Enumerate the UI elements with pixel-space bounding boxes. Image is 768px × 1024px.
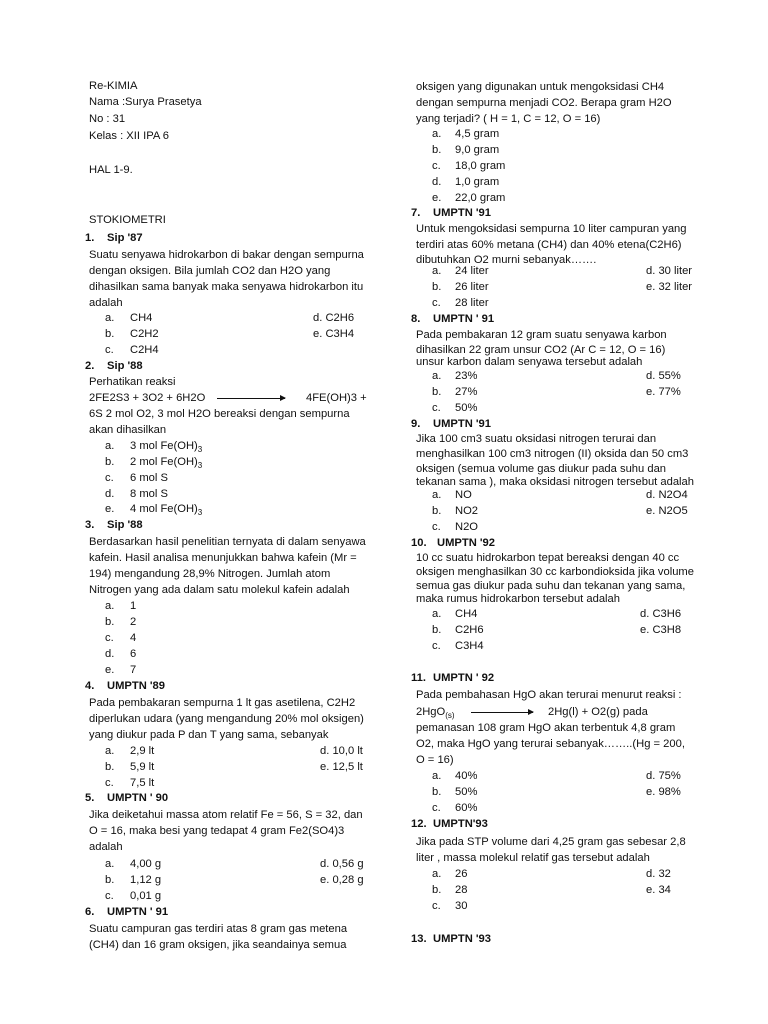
option-e: e. 77% [646,386,681,398]
question-text: 6S 2 mol O2, 3 mol H2O bereaksi dengan sempurna [89,408,350,420]
option-c: 4 [130,632,137,644]
question-text: menghasilkan 100 cm3 nitrogen (II) oksida dan 50 cm3 [416,448,689,460]
option-b: 2 [130,616,137,628]
question-text: terdiri atas 60% metana (CH4) dan 40% etena(C2H6) [416,239,682,251]
header-name: Nama :Surya Prasetya [89,96,202,108]
option-b: NO2 [455,505,479,517]
option-a: CH4 [455,608,478,620]
question-text: dibutuhkan O2 murni sebanyak……. [416,254,597,266]
option-c: 50% [455,402,478,414]
question-text: O2, maka HgO yang terurai sebanyak……..(Hg = 200, [416,738,685,750]
question-title: Sip '88 [107,519,143,531]
option-d: d. 55% [646,370,681,382]
option-a: 23% [455,370,478,382]
option-e: e. 0,28 g [320,874,364,886]
option-d: 8 mol S [130,488,168,500]
option-a: NO [455,489,472,501]
option-letter: b. [432,624,442,636]
question-text: adalah [89,297,123,309]
option-a: 4,5 gram [455,128,500,140]
option-letter: b. [105,456,115,468]
question-text: Suatu campuran gas terdiri atas 8 gram gas metena [89,923,348,935]
option-d: d. 0,56 g [320,858,364,870]
question-text: 10 cc suatu hidrokarbon tepat bereaksi dengan 40 cc [416,552,680,564]
option-letter: a. [432,489,442,501]
option-letter: b. [105,616,115,628]
reaction-arrow-icon [471,712,533,713]
option-c: 28 liter [455,297,489,309]
question-title: UMPTN ' 90 [107,792,169,804]
option-letter: c. [432,402,441,414]
question-number: 5. [85,792,95,804]
option-letter: a. [105,600,115,612]
option-d: d. 30 liter [646,265,693,277]
question-text: unsur karbon dalam senyawa tersebut adalah [416,356,643,368]
option-letter: b. [105,761,115,773]
question-title: UMPTN '92 [437,537,495,549]
question-text: Berdasarkan hasil penelitian ternyata di dalam senyawa [89,536,366,548]
question-title: Sip '88 [107,360,143,372]
option-a: 3 mol $Fe(OH)_3$ [130,440,203,455]
question-title: Sip '87 [107,232,143,244]
question-number: 4. [85,680,95,692]
option-letter: d. [105,648,115,660]
question-text: pemanasan 108 gram HgO akan terbentuk 4,8 gram [416,722,676,734]
option-c: C2H4 [130,344,159,356]
option-b: 5,9 lt [130,761,155,773]
option-letter: c. [432,802,441,814]
option-e: e. N2O5 [646,505,688,517]
option-b: 9,0 gram [455,144,500,156]
question-text: dengan oksigen. Bila jumlah CO2 dan H2O yang [89,265,331,277]
option-d: 1,0 gram [455,176,500,188]
option-letter: b. [432,386,442,398]
option-letter: a. [432,770,442,782]
option-letter: a. [432,608,442,620]
option-letter: a. [432,868,442,880]
option-c: C3H4 [455,640,484,652]
option-d: d. 10,0 lt [320,745,363,757]
option-letter: a. [105,858,115,870]
question-text: liter , massa molekul relatif gas tersebut adalah [416,852,650,864]
option-a: 4,00 g [130,858,162,870]
question-number: 13. [411,933,427,945]
option-b: 28 [455,884,468,896]
option-letter: b. [105,874,115,886]
option-letter: b. [432,786,442,798]
question-text: akan dihasilkan [89,424,167,436]
option-e: e. C3H8 [640,624,682,636]
option-a: 1 [130,600,137,612]
option-letter: b. [432,884,442,896]
question-number: 11. [411,672,426,684]
question-text: Nitrogen yang ada dalam satu molekul kafein adalah [89,584,350,596]
question-text: diperlukan udara (yang mengandung 20% mol oksigen) [89,713,364,725]
question-title: UMPTN '89 [107,680,165,692]
option-letter: d. [432,176,442,188]
option-e: 22,0 gram [455,192,506,204]
option-b: 2 mol $Fe(OH)_3$ [130,456,203,471]
question-text: O = 16) [416,754,454,766]
option-letter: a. [432,128,442,140]
option-letter: c. [432,521,441,533]
option-letter: a. [432,370,442,382]
option-a: 2,9 lt [130,745,155,757]
question-text: dengan sempurna menjadi CO2. Berapa gram H2O [416,97,672,109]
header-pages: HAL 1-9. [89,164,133,176]
option-b: 1,12 g [130,874,162,886]
option-c: N2O [455,521,479,533]
reaction-right: 4FE(OH)3 + [306,392,367,404]
option-c: 18,0 gram [455,160,506,172]
option-b: 27% [455,386,478,398]
option-letter: c. [432,297,441,309]
option-d: 6 [130,648,137,660]
option-a: 24 liter [455,265,489,277]
question-title: UMPTN'93 [433,818,488,830]
reaction-right: 2Hg(l) + O2(g) pada [548,706,648,718]
option-letter: c. [432,160,441,172]
option-b: 26 liter [455,281,489,293]
header-number: No : 31 [89,113,126,125]
header-class: Kelas : XII IPA 6 [89,130,170,142]
option-b: C2H6 [455,624,484,636]
section-title: STOKIOMETRI [89,214,166,226]
option-e: e. 32 liter [646,281,693,293]
question-text: semua gas diukur pada suhu dan tekanan yang sama, [416,580,686,592]
question-text: dihasilkan sama banyak maka senyawa hidrokarbon itu [89,281,364,293]
question-title: UMPTN '91 [433,207,491,219]
question-number: 8. [411,313,421,325]
option-d: d. N2O4 [646,489,688,501]
question-text: Pada pembakaran sempurna 1 lt gas asetilena, C2H2 [89,697,356,709]
option-letter: c. [432,900,441,912]
question-text: yang terjadi? ( H = 1, C = 12, O = 16) [416,113,601,125]
option-letter: b. [432,505,442,517]
option-a: CH4 [130,312,153,324]
question-number: 2. [85,360,95,372]
question-title: UMPTN ' 91 [433,313,495,325]
option-e: 4 mol $Fe(OH)_3$ [130,503,203,518]
question-text: oksigen menghasilkan 30 cc karbondioksida jika volume [416,566,694,578]
question-text: Untuk mengoksidasi sempurna 10 liter campuran yang [416,223,687,235]
reaction-left: 2FE2S3 + 3O2 + 6H2O [89,392,206,404]
question-title: UMPTN '91 [433,418,491,430]
question-text: oksigen (semua volume gas diukur pada suhu dan [416,463,667,475]
option-letter: e. [432,192,442,204]
question-text: oksigen yang digunakan untuk mengoksidasi CH4 [416,81,665,93]
question-text: Jika 100 cm3 suatu oksidasi nitrogen terurai dan [416,433,657,445]
question-number: 6. [85,906,95,918]
question-title: UMPTN '93 [433,933,491,945]
option-e: e. 34 [646,884,671,896]
option-letter: b. [432,144,442,156]
option-d: d. C3H6 [640,608,682,620]
reaction-left: 2HgO$_{(s)}$ [416,706,455,721]
option-letter: b. [105,328,115,340]
option-letter: b. [432,281,442,293]
question-number: 3. [85,519,95,531]
option-letter: c. [105,344,114,356]
option-letter: e. [105,664,115,676]
option-e: e. 12,5 lt [320,761,363,773]
option-a: 26 [455,868,468,880]
reaction-arrow-icon [217,398,285,399]
option-c: 7,5 lt [130,777,155,789]
question-title: UMPTN ' 91 [107,906,169,918]
option-e: e. 98% [646,786,681,798]
option-letter: a. [105,440,115,452]
question-text: yang diukur pada P dan T yang sama, sebanyak [89,729,329,741]
question-text: O = 16, maka besi yang tedapat 4 gram Fe2(SO4)3 [89,825,345,837]
option-letter: c. [105,632,114,644]
question-text: dihasilkan 22 gram unsur CO2 (Ar C = 12, O = 16) [416,344,666,356]
question-text: maka rumus hidrokarbon tersebut adalah [416,593,620,605]
question-title: UMPTN ' 92 [433,672,495,684]
option-d: d. 75% [646,770,681,782]
option-letter: a. [432,265,442,277]
option-c: 60% [455,802,478,814]
option-d: d. C2H6 [313,312,355,324]
question-number: 9. [411,418,421,430]
option-letter: a. [105,312,115,324]
question-text: adalah [89,841,123,853]
question-text: Perhatikan reaksi [89,376,176,388]
option-d: d. 32 [646,868,671,880]
question-text: 194) mengandung 28,9% Nitrogen. Jumlah atom [89,568,331,580]
option-a: 40% [455,770,478,782]
question-text: Pada pembakaran 12 gram suatu senyawa karbon [416,329,667,341]
question-text: Jika deiketahui massa atom relatif Fe = 56, S = 32, dan [89,809,363,821]
option-letter: c. [105,890,114,902]
option-e: e. C3H4 [313,328,355,340]
option-c: 0,01 g [130,890,162,902]
question-text: (CH4) dan 16 gram oksigen, jika seandainya semua [89,939,347,951]
question-number: 1. [85,232,95,244]
header-subject: Re-KIMIA [89,80,138,92]
option-e: 7 [130,664,137,676]
option-letter: d. [105,488,115,500]
option-letter: c. [105,472,114,484]
question-number: 7. [411,207,421,219]
option-letter: c. [105,777,114,789]
question-text: tekanan sama ), maka oksidasi nitrogen tersebut adalah [416,476,694,488]
option-b: 50% [455,786,478,798]
option-letter: a. [105,745,115,757]
option-letter: e. [105,503,115,515]
question-text: Jika pada STP volume dari 4,25 gram gas sebesar 2,8 [416,836,686,848]
question-text: Suatu senyawa hidrokarbon di bakar dengan sempurna [89,249,364,261]
question-text: kafein. Hasil analisa menunjukkan bahwa kafein (Mr = [89,552,357,564]
question-number: 10. [411,537,427,549]
option-c: 30 [455,900,468,912]
option-c: 6 mol S [130,472,168,484]
option-letter: c. [432,640,441,652]
question-text: Pada pembahasan HgO akan terurai menurut reaksi : [416,689,682,701]
option-b: C2H2 [130,328,159,340]
question-number: 12. [411,818,427,830]
